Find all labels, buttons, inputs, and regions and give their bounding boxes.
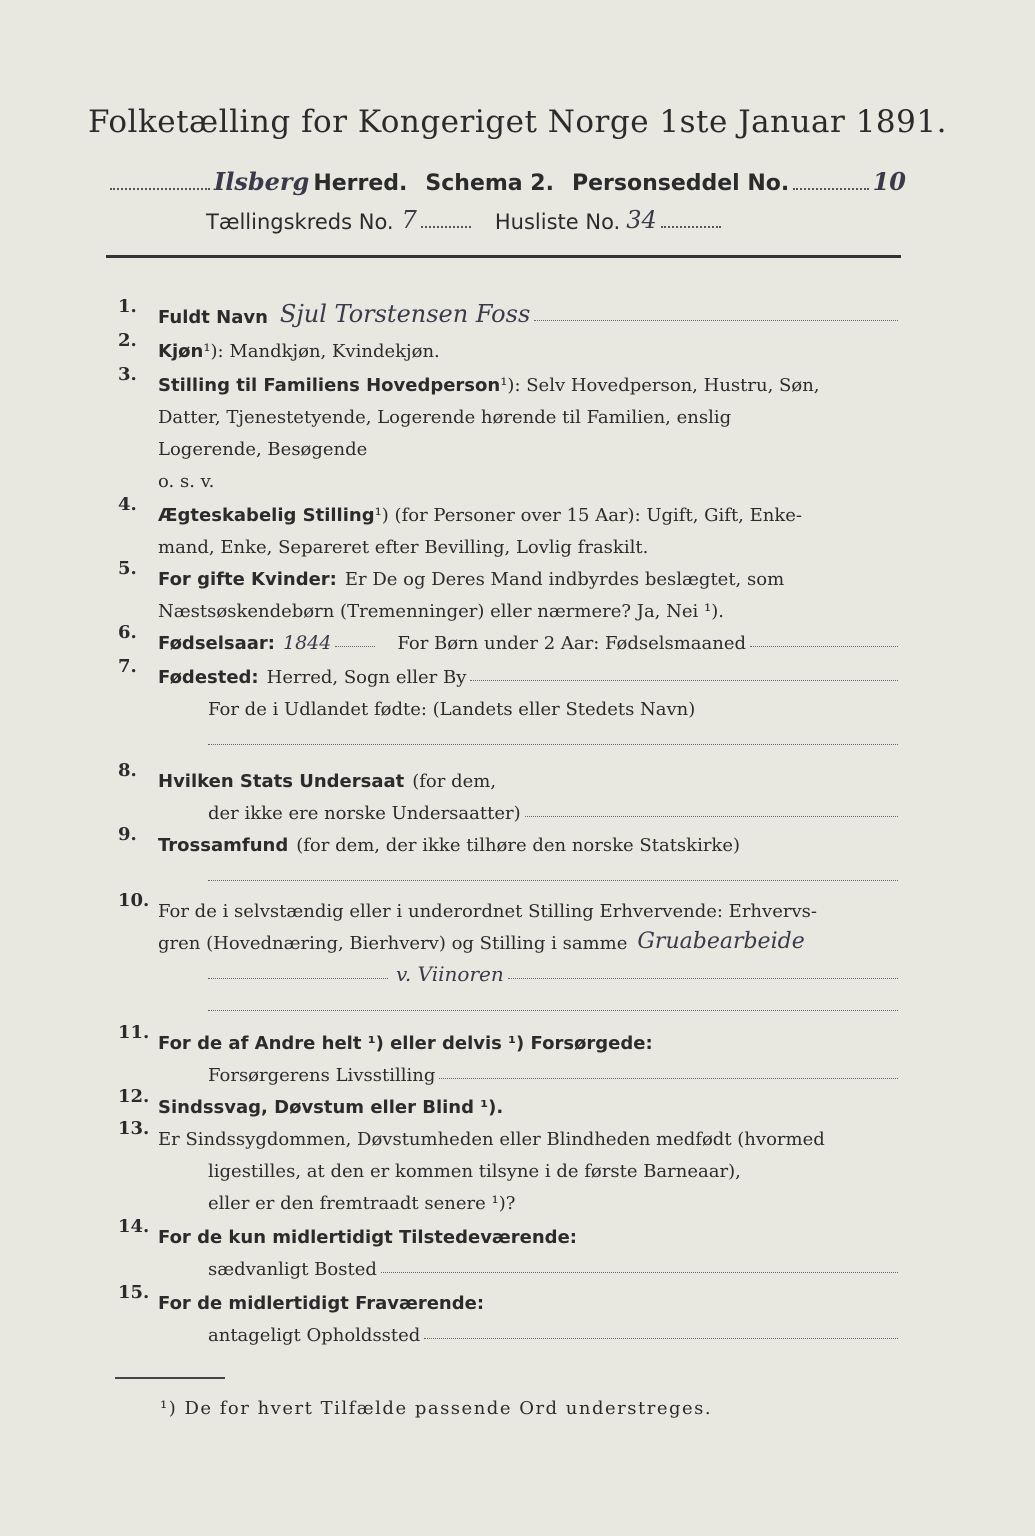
birth-year-label: Fødselsaar: <box>158 633 275 654</box>
birth-month-label: For Børn under 2 Aar: Fødselsmaaned <box>397 633 747 654</box>
disability-origin-text: Er Sindssygdommen, Døvstumheden eller Blindheden medfødt (hvormed <box>158 1129 825 1150</box>
disability-origin-text-2: ligestilles, at den er kommen tilsyne i de første Barneaar), <box>208 1161 741 1182</box>
occupation-label-2: gren (Hovednæring, Bierhverv) og Stilling i samme <box>158 933 628 954</box>
birth-year-value: 1844 <box>283 632 332 654</box>
question-number: 11. <box>118 1022 150 1043</box>
temporary-absent-label: For de midlertidigt Fraværende: <box>158 1293 485 1314</box>
birthplace-options: Herred, Sogn eller By <box>266 667 467 688</box>
probable-residence-label: antageligt Opholdssted <box>208 1325 421 1346</box>
disability-origin-text-3: eller er den fremtraadt senere ¹)? <box>208 1193 516 1214</box>
husliste-label: Husliste No. <box>494 210 621 234</box>
form-title: Folketælling for Kongeriget Norge 1ste Januar 1891. <box>88 104 947 140</box>
question-number: 14. <box>118 1216 150 1237</box>
question-number: 2. <box>118 330 137 351</box>
provider-label: Forsørgerens Livsstilling <box>208 1065 436 1086</box>
herred-line <box>106 160 906 196</box>
position-options-3: Logerende, Besøgende <box>158 439 368 460</box>
gender-options: ¹): Mandkjøn, Kvindekjøn. <box>203 341 440 362</box>
question-number: 9. <box>118 824 137 845</box>
header-rule <box>106 255 901 258</box>
married-women-text-2: Næstsøskendebørn (Tremenninger) eller nærmere? Ja, Nei ¹). <box>158 601 724 622</box>
husliste-value: 34 <box>626 206 657 234</box>
full-name-value: Sjul Torstensen Foss <box>279 300 531 328</box>
birthplace-label: Fødested: <box>158 667 259 688</box>
occupation-value-2: v. Viinoren <box>396 962 504 986</box>
position-label: Stilling til Familiens Hovedperson <box>158 375 501 396</box>
usual-residence-label: sædvanligt Bosted <box>208 1259 377 1280</box>
dependent-label: For de af Andre helt ¹) eller delvis ¹) Forsørgede: <box>158 1033 653 1054</box>
schema-label: Schema 2. <box>425 171 554 196</box>
married-women-label: For gifte Kvinder: <box>158 569 337 590</box>
marital-options-2: mand, Enke, Separeret efter Bevilling, Lovlig fraskilt. <box>158 537 649 558</box>
disability-label: Sindssvag, Døvstum eller Blind ¹). <box>158 1097 504 1118</box>
married-women-text: Er De og Deres Mand indbyrdes beslægtet, som <box>344 569 785 590</box>
marital-options: ¹) (for Personer over 15 Aar): Ugift, Gift, Enke- <box>374 505 802 526</box>
kreds-label: Tællingskreds No. <box>206 210 394 234</box>
question-number: 13. <box>118 1118 150 1139</box>
position-options-2: Datter, Tjenestetyende, Logerende hørende til Familien, enslig <box>158 407 732 428</box>
occupation-value: Gruabearbeide <box>637 929 805 954</box>
abroad-label: For de i Udlandet fødte: (Landets eller Stedets Navn) <box>208 699 696 720</box>
personseddel-value: 10 <box>872 167 906 196</box>
citizenship-label: Hvilken Stats Undersaat <box>158 771 405 792</box>
question-number: 7. <box>118 656 137 677</box>
position-options: ¹): Selv Hovedperson, Hustru, Søn, <box>500 375 820 396</box>
question-number: 8. <box>118 760 137 781</box>
question-number: 3. <box>118 364 137 385</box>
religion-text: (for dem, der ikke tilhøre den norske Statskirke) <box>296 835 741 856</box>
herred-value: Ilsberg <box>214 167 310 196</box>
herred-label: Herred. <box>313 171 408 196</box>
question-number: 4. <box>118 494 137 515</box>
question-number: 1. <box>118 296 137 317</box>
footnote: ¹) De for hvert Tilfælde passende Ord understreges. <box>160 1398 713 1419</box>
question-number: 15. <box>118 1282 150 1303</box>
marital-label: Ægteskabelig Stilling <box>158 505 375 526</box>
question-number: 12. <box>118 1086 150 1107</box>
occupation-label: For de i selvstændig eller i underordnet Stilling Erhvervende: Erhvervs- <box>158 901 817 922</box>
position-options-4: o. s. v. <box>158 471 215 492</box>
kreds-value: 7 <box>401 206 417 234</box>
citizenship-text: (for dem, <box>412 771 497 792</box>
personseddel-label: Personseddel No. <box>571 171 790 196</box>
full-name-label: Fuldt Navn <box>158 307 268 328</box>
gender-label: Kjøn <box>158 341 204 362</box>
question-number: 5. <box>118 558 137 579</box>
kreds-line <box>206 198 906 234</box>
footnote-rule <box>115 1377 225 1379</box>
question-number: 10. <box>118 890 150 911</box>
religion-label: Trossamfund <box>158 835 289 856</box>
citizenship-text-2: der ikke ere norske Undersaatter) <box>208 803 521 824</box>
temporary-present-label: For de kun midlertidigt Tilstedeværende: <box>158 1227 577 1248</box>
question-number: 6. <box>118 622 137 643</box>
